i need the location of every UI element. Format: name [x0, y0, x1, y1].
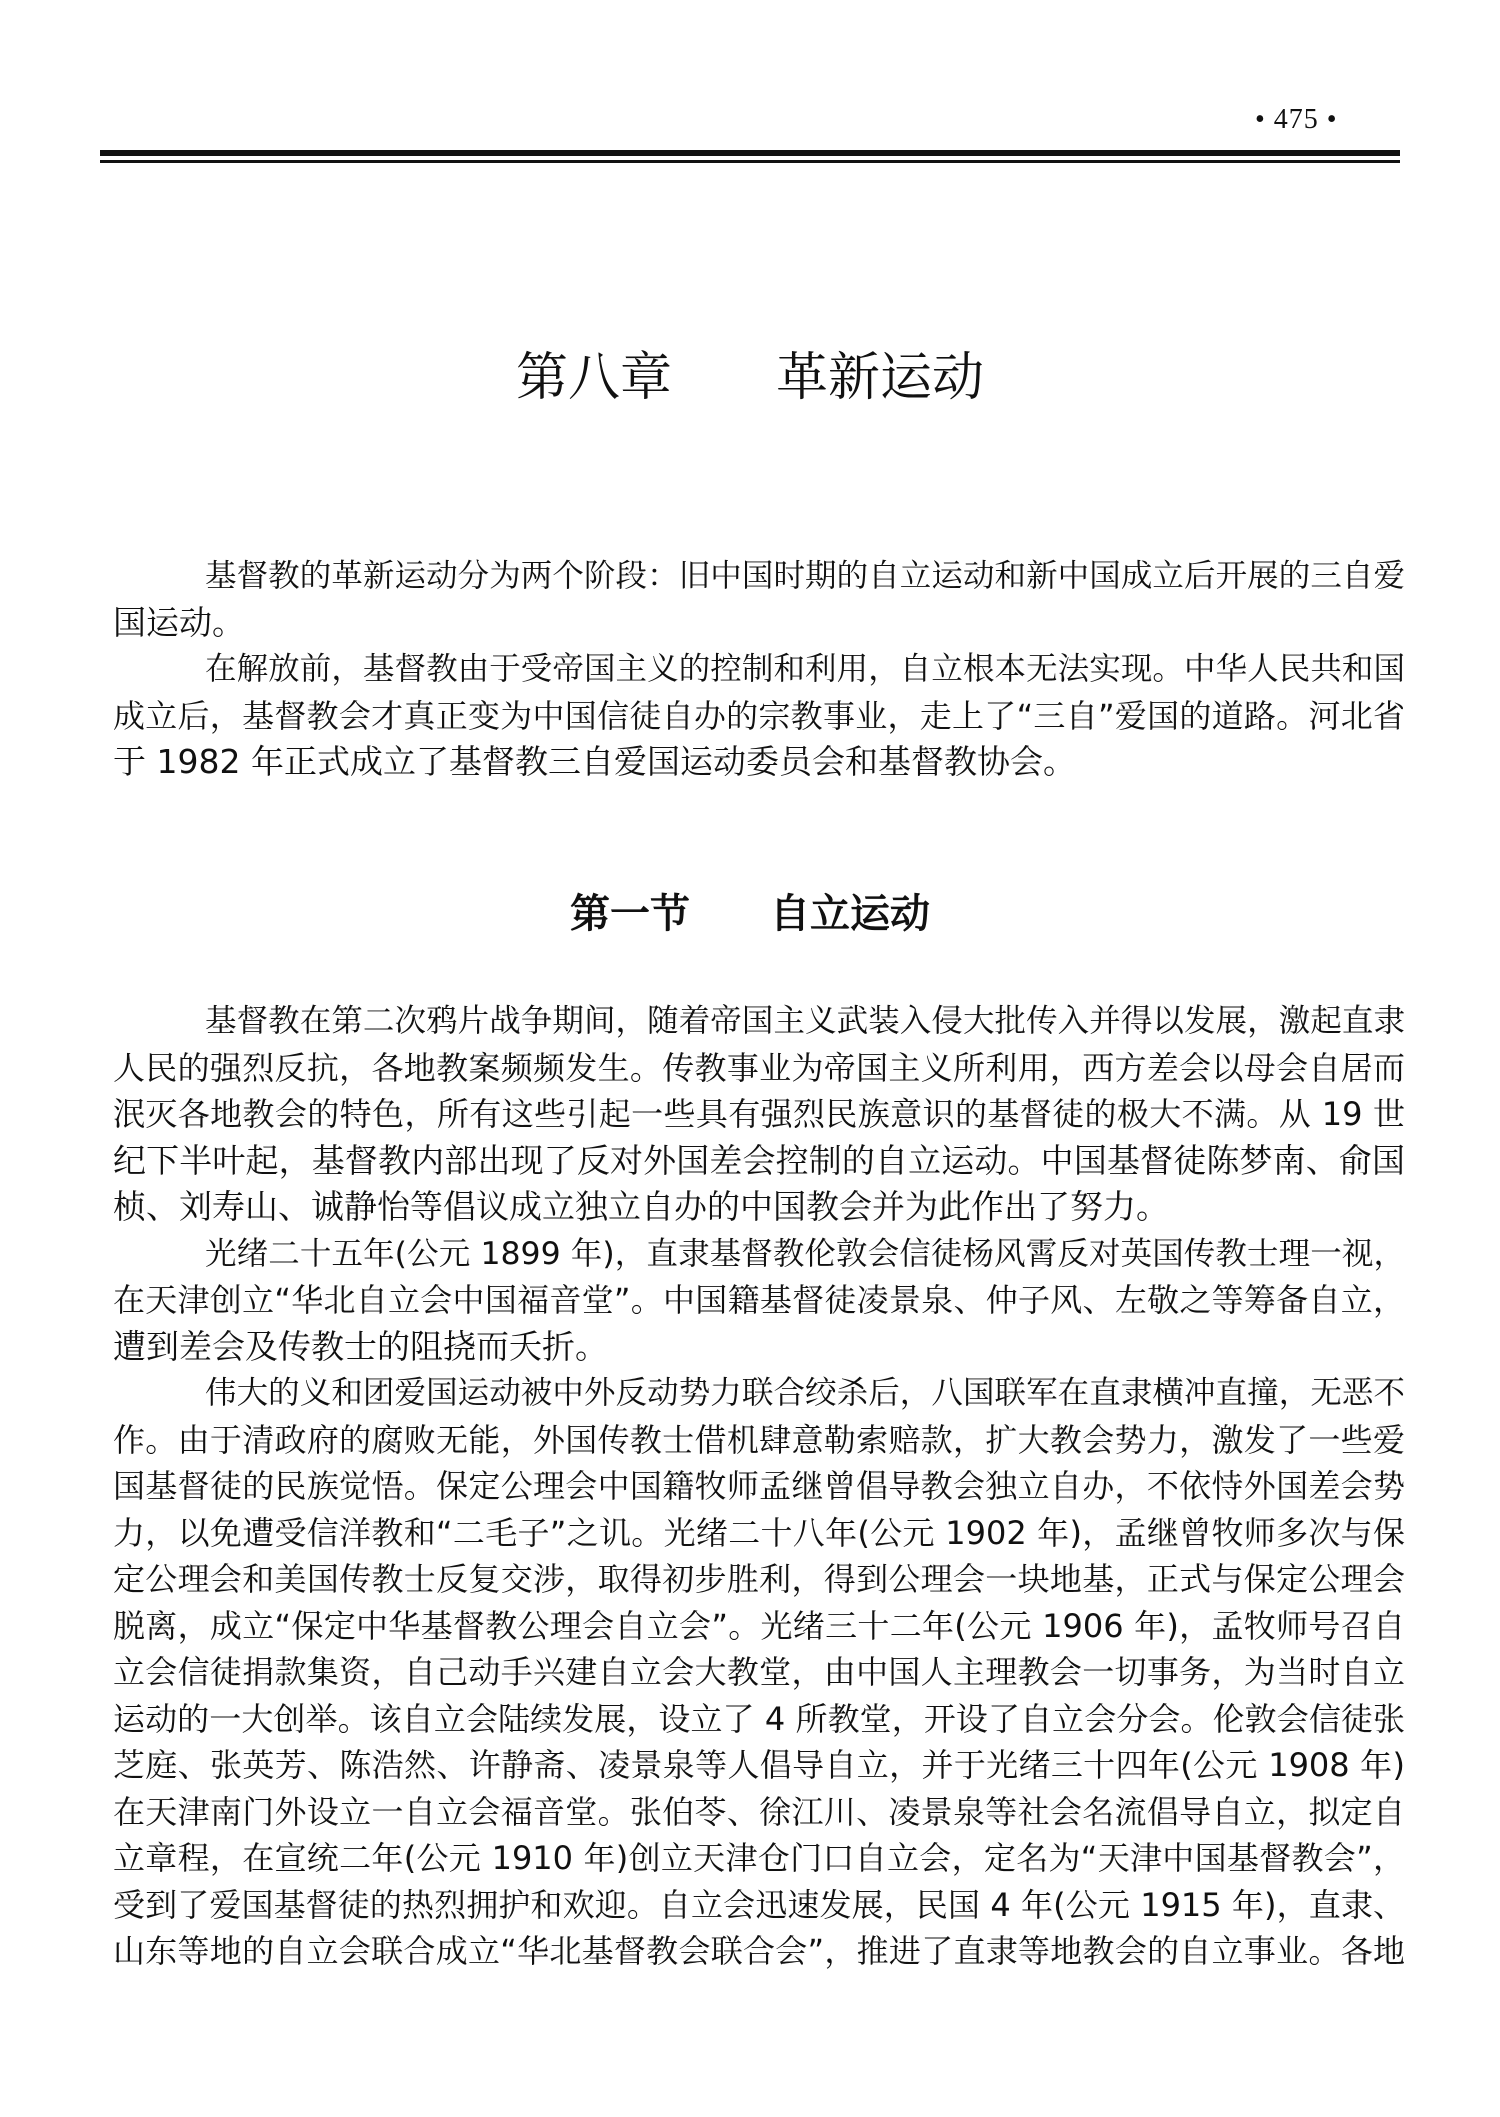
- text-line: 运动的一大创举。该自立会陆续发展，设立了 4 所教堂，开设了自立会分会。伦敦会信徒张: [113, 1699, 1405, 1738]
- text-line: 遭到差会及传教士的阻挠而夭折。: [113, 1326, 608, 1366]
- text-line: 在天津南门外设立一自立会福音堂。张伯苓、徐江川、凌景泉等社会名流倡导自立，拟定自: [113, 1792, 1405, 1831]
- intro-text: [113, 553, 1405, 786]
- text-line: 脱离，成立“保定中华基督教公理会自立会”。光绪三十二年(公元 1906 年)，孟牧师号召自: [113, 1606, 1405, 1645]
- text-line: 受到了爱国基督徒的热烈拥护和欢迎。自立会迅速发展，民国 4 年(公元 1915 年)，直隶、: [113, 1885, 1405, 1924]
- text-line: 光绪二十五年(公元 1899 年)，直隶基督教伦敦会信徒杨风霄反对英国传教士理一视，: [205, 1235, 1405, 1272]
- text-line: 泯灭各地教会的特色，所有这些引起一些具有强烈民族意识的基督徒的极大不满。从 19 世: [113, 1095, 1405, 1133]
- text-line: 人民的强烈反抗，各地教案频频发生。传教事业为帝国主义所利用，西方差会以母会自居而: [113, 1048, 1405, 1087]
- text-line: 山东等地的自立会联合成立“华北基督教会联合会”，推进了直隶等地教会的自立事业。各地: [113, 1932, 1405, 1970]
- text-line: 芝庭、张英芳、陈浩然、许静斋、凌景泉等人倡导自立，并于光绪三十四年(公元 1908 年): [113, 1746, 1405, 1784]
- text-line: 成立后，基督教会才真正变为中国信徒自办的宗教事业，走上了“三自”爱国的道路。河北省: [113, 696, 1405, 735]
- text-line: 作。由于清政府的腐败无能，外国传教士借机肆意勒索赔款，扩大教会势力，激发了一些爱: [113, 1420, 1405, 1459]
- chapter-title: 第八章 革新运动: [515, 348, 984, 408]
- section-text: [113, 998, 1405, 1975]
- section-title: 第一节 自立运动: [570, 891, 930, 937]
- text-line: 在天津创立“华北自立会中国福音堂”。中国籍基督徒凌景泉、仲子风、左敬之等筹备自立，: [113, 1281, 1405, 1319]
- text-line: 定公理会和美国传教士反复交涉，取得初步胜利，得到公理会一块地基，正式与保定公理会: [113, 1560, 1405, 1598]
- paragraph: [113, 1370, 1405, 1975]
- text-line: 基督教在第二次鸦片战争期间，随着帝国主义武装入侵大批传入并得以发展，激起直隶: [205, 1003, 1405, 1039]
- text-line: 国基督徒的民族觉悟。保定公理会中国籍牧师孟继曾倡导教会独立自办，不依恃外国差会势: [113, 1467, 1405, 1505]
- text-line: 基督教的革新运动分为两个阶段：旧中国时期的自立运动和新中国成立后开展的三自爱: [205, 558, 1405, 594]
- text-line: 在解放前，基督教由于受帝国主义的控制和利用，自立根本无法实现。中华人民共和国: [205, 651, 1405, 687]
- paragraph: [113, 1231, 1405, 1371]
- text-line: 国运动。: [113, 602, 245, 642]
- text-line: 桢、刘寿山、诚静怡等倡议成立独立自办的中国教会并为此作出了努力。: [113, 1187, 1169, 1226]
- header-rule-thick: [100, 150, 1400, 156]
- header-rule-thin: [100, 160, 1400, 163]
- paragraph: [113, 553, 1405, 646]
- paragraph: [113, 998, 1405, 1231]
- text-line: 纪下半叶起，基督教内部出现了反对外国差会控制的自立运动。中国基督徒陈梦南、俞国: [113, 1140, 1405, 1180]
- text-line: 力，以免遭受信洋教和“二毛子”之讥。光绪二十八年(公元 1902 年)，孟继曾牧师多次与保: [113, 1513, 1405, 1552]
- page-number: • 475 •: [1255, 104, 1338, 135]
- text-line: 立章程，在宣统二年(公元 1910 年)创立天津仓门口自立会，定名为“天津中国基督教会”，: [113, 1839, 1405, 1877]
- paragraph: [113, 646, 1405, 786]
- text-line: 于 1982 年正式成立了基督教三自爱国运动委员会和基督教协会。: [113, 742, 1076, 781]
- text-line: 立会信徒捐款集资，自己动手兴建自立会大教堂，由中国人主理教会一切事务，为当时自立: [113, 1653, 1405, 1691]
- text-line: 伟大的义和团爱国运动被中外反动势力联合绞杀后，八国联军在直隶横冲直撞，无恶不: [205, 1375, 1405, 1411]
